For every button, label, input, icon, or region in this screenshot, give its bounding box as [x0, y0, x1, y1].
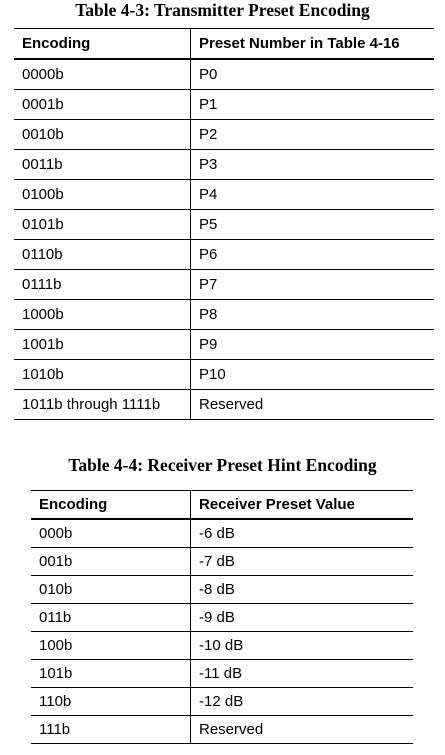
transmitter-preset-encoding-table — [14, 28, 434, 420]
encoding-cell: 0011b — [14, 150, 191, 180]
table-row — [14, 300, 434, 330]
table-row — [14, 360, 434, 390]
preset-cell: P8 — [191, 300, 435, 330]
receiver-preset-value-column-header: Receiver Preset Value — [191, 491, 414, 520]
value-cell: Reserved — [199, 721, 264, 738]
value-cell: -9 dB — [191, 604, 414, 632]
table-row — [31, 660, 413, 688]
encoding-cell: 1000b — [14, 300, 191, 330]
encoding-cell: 0001b — [14, 90, 191, 120]
value-cell: -11 dB — [191, 660, 414, 688]
encoding-cell: 0111b — [14, 270, 191, 300]
preset-cell: P0 — [191, 59, 435, 90]
encoding-cell: 0000b — [14, 59, 191, 90]
table-row — [31, 519, 413, 548]
encoding-cell: 000b — [31, 519, 191, 548]
encoding-cell: 111b — [31, 716, 191, 744]
table-row — [14, 150, 434, 180]
preset-cell: P9 — [191, 330, 435, 360]
encoding-cell: 100b — [31, 632, 191, 660]
table-row — [31, 604, 413, 632]
encoding-cell: 0100b — [14, 180, 191, 210]
encoding-cell: 010b — [31, 576, 191, 604]
encoding-cell: 001b — [31, 548, 191, 576]
preset-cell: P1 — [191, 90, 435, 120]
encoding-cell: 0010b — [14, 120, 191, 150]
encoding-cell: 0101b — [14, 210, 191, 240]
preset-cell: P3 — [191, 150, 435, 180]
table-header-row — [14, 29, 434, 60]
encoding-cell: 101b — [31, 660, 191, 688]
value-cell: -10 dB — [191, 632, 414, 660]
preset-cell: P5 — [191, 210, 435, 240]
table-row — [14, 390, 434, 420]
preset-cell: P6 — [191, 240, 435, 270]
table-row — [14, 180, 434, 210]
preset-cell: P10 — [191, 360, 435, 390]
encoding-column-header: Encoding — [31, 491, 191, 520]
encoding-cell: 1010b — [14, 360, 191, 390]
table-row — [31, 688, 413, 716]
table-4-4-caption: Table 4-4: Receiver Preset Hint Encoding — [68, 455, 377, 475]
encoding-column-header: Encoding — [14, 29, 191, 60]
table-row — [31, 548, 413, 576]
value-cell: -12 dB — [191, 688, 414, 716]
receiver-preset-hint-encoding-table — [31, 490, 413, 744]
value-cell: -7 dB — [191, 548, 414, 576]
table-row — [14, 240, 434, 270]
preset-cell: P2 — [191, 120, 435, 150]
table-row — [31, 716, 413, 744]
table-row — [31, 576, 413, 604]
table-header-row — [31, 491, 413, 520]
encoding-cell: 0110b — [14, 240, 191, 270]
table-row — [14, 210, 434, 240]
table-row — [14, 270, 434, 300]
value-cell: -8 dB — [191, 576, 414, 604]
table-row — [14, 120, 434, 150]
preset-cell: P7 — [191, 270, 435, 300]
table-row — [14, 59, 434, 90]
value-cell: -6 dB — [191, 519, 414, 548]
encoding-cell: 110b — [31, 688, 191, 716]
table-row — [14, 330, 434, 360]
table-row — [14, 90, 434, 120]
encoding-cell: 1011b through 1111b — [14, 390, 191, 420]
table-4-3-caption: Table 4-3: Transmitter Preset Encoding — [75, 0, 370, 20]
preset-cell: P4 — [191, 180, 435, 210]
table-row — [31, 632, 413, 660]
encoding-cell: 1001b — [14, 330, 191, 360]
preset-number-column-header: Preset Number in Table 4-16 — [191, 29, 435, 60]
preset-cell: Reserved — [199, 396, 264, 413]
encoding-cell: 011b — [31, 604, 191, 632]
